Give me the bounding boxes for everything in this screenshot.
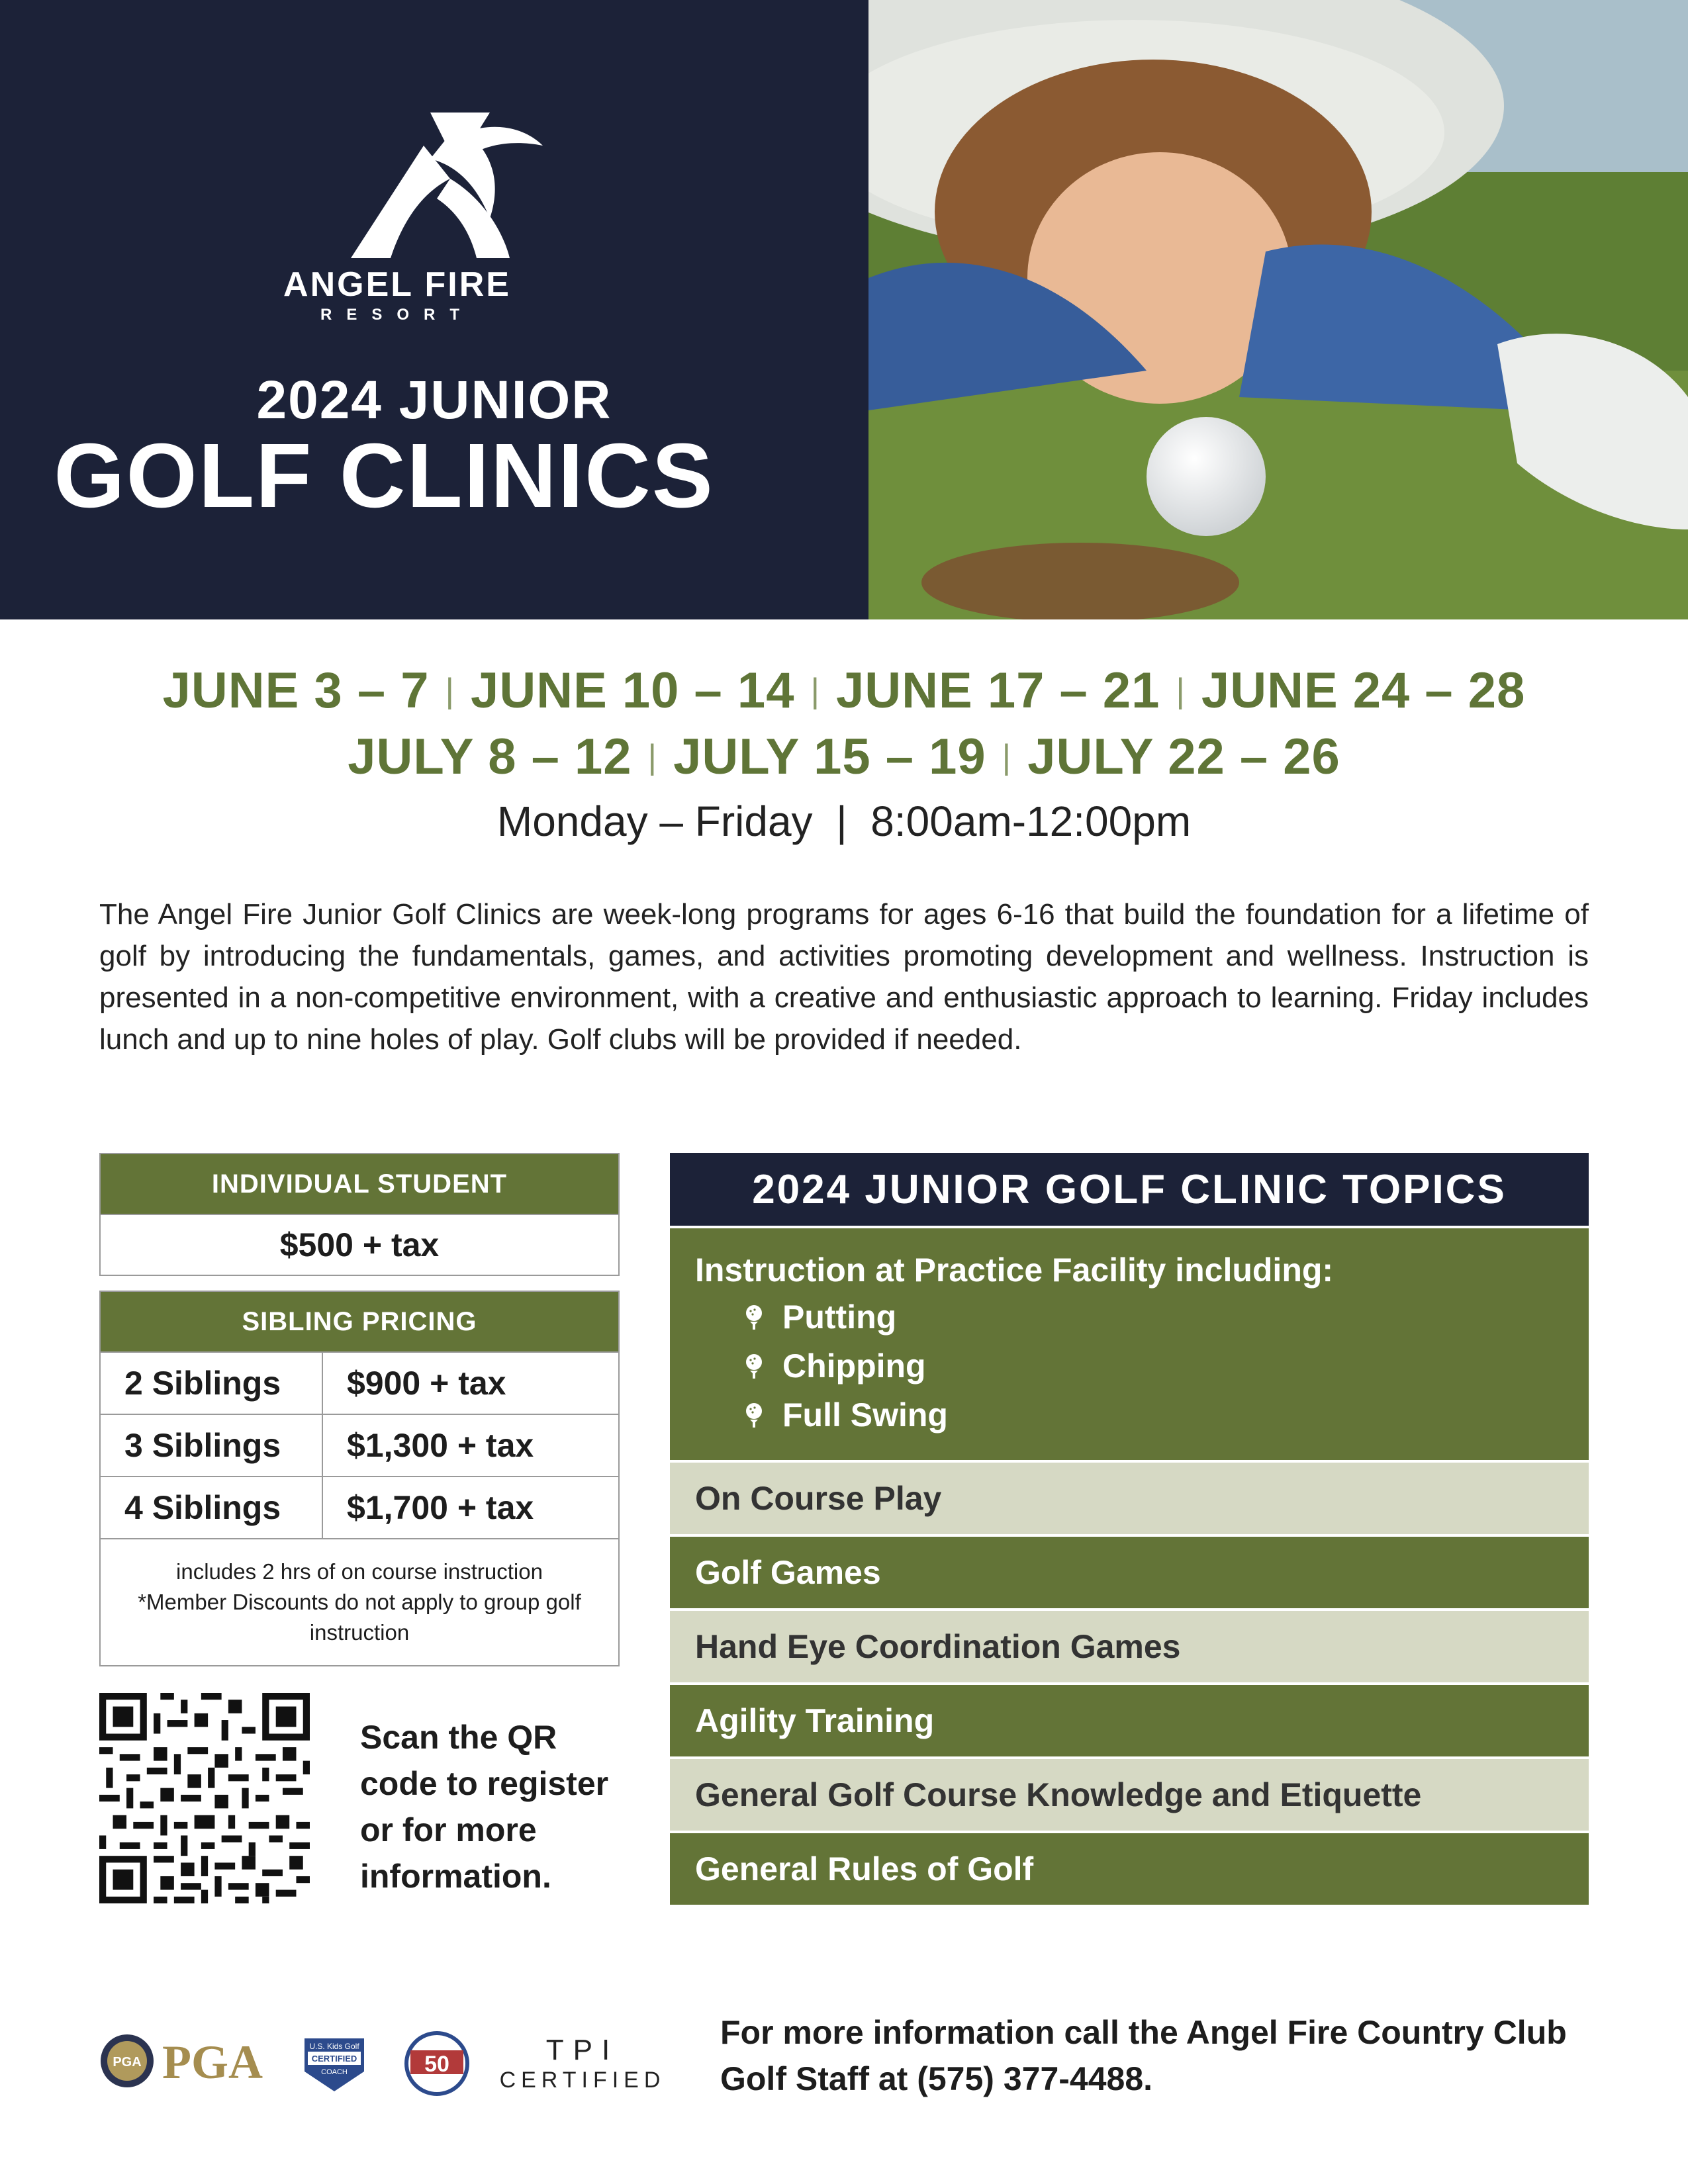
brand-sub: RESORT — [320, 306, 474, 324]
topic-sub-label: Chipping — [782, 1347, 926, 1385]
date-july-3: JULY 22 – 26 — [1027, 729, 1340, 785]
topic-item: Golf Games — [670, 1537, 1589, 1608]
qr-code-icon[interactable] — [99, 1693, 310, 1903]
tpi-sub: CERTIFIED — [499, 2068, 666, 2093]
date-july-2: JULY 15 – 19 — [673, 729, 986, 785]
golf-ball-tee-icon — [743, 1353, 765, 1379]
us-kids-golf-logo-icon — [305, 2038, 364, 2091]
topic-item: Agility Training — [670, 1685, 1589, 1756]
golf-ball-tee-icon — [743, 1304, 765, 1330]
qr-instruction-text: Scan the QR code to register or for more information. — [360, 1719, 609, 1895]
sibling-label: 3 Siblings — [101, 1415, 323, 1476]
topic-practice-facility — [670, 1228, 1589, 1460]
date-separator: | — [445, 672, 455, 710]
dates-row-july — [0, 728, 1688, 786]
topic-item: General Golf Course Knowledge and Etiquette — [670, 1759, 1589, 1831]
hero-banner — [0, 0, 1688, 619]
hero-kicker: 2024 JUNIOR — [256, 370, 612, 430]
us-kids-sub: CERTIFIED — [311, 2054, 357, 2064]
individual-header: INDIVIDUAL STUDENT — [101, 1154, 618, 1214]
top-50-logo-icon — [406, 2033, 467, 2094]
hero-brand-panel — [0, 0, 868, 619]
sibling-header: SIBLING PRICING — [101, 1292, 618, 1351]
us-kids-text: U.S. Kids Golf — [309, 2042, 359, 2051]
kid-blowing-golf-ball-image — [868, 0, 1688, 619]
hero-photo-kid-golf — [868, 0, 1688, 619]
tpi-certified-logo-icon — [500, 2034, 666, 2093]
sibling-label: 4 Siblings — [101, 1477, 323, 1538]
pricing-note — [101, 1538, 618, 1665]
sibling-price: $1,300 + tax — [347, 1427, 534, 1464]
pricing-note-line2: *Member Discounts do not apply to group golf instruction — [138, 1590, 581, 1645]
tpi-text: TPI — [545, 2034, 620, 2066]
date-separator: | — [810, 672, 820, 710]
individual-pricing-table — [99, 1153, 620, 1276]
clinic-topics-panel — [670, 1153, 1589, 1905]
individual-price: $500 + tax — [101, 1214, 618, 1275]
topic-item: Hand Eye Coordination Games — [670, 1611, 1589, 1682]
topic-sub-label: Full Swing — [782, 1396, 948, 1433]
topic-item: General Rules of Golf — [670, 1833, 1589, 1905]
topic-sub-item — [743, 1394, 1564, 1436]
topics-header: 2024 JUNIOR GOLF CLINIC TOPICS — [670, 1153, 1589, 1226]
sibling-row — [101, 1476, 618, 1538]
us-kids-sub2: COACH — [321, 2068, 348, 2076]
date-separator: | — [1002, 738, 1012, 776]
date-separator: | — [647, 738, 658, 776]
sibling-label: 2 Siblings — [101, 1353, 323, 1414]
schedule-line: Monday – Friday | 8:00am-12:00pm — [496, 797, 1192, 845]
topic-sub-item — [743, 1296, 1564, 1338]
top-50-text: 50 — [424, 2052, 449, 2077]
certification-logos-strip — [99, 2025, 682, 2098]
sibling-row — [101, 1414, 618, 1476]
date-june-4: JUNE 24 – 28 — [1201, 662, 1526, 719]
contact-info: For more information call the Angel Fire Country Club Golf Staff at (575) 377-4488. — [720, 2014, 1567, 2097]
date-july-1: JULY 8 – 12 — [348, 729, 632, 785]
page-title: GOLF CLINICS — [54, 425, 714, 527]
dates-row-june — [0, 662, 1688, 719]
topic-item: On Course Play — [670, 1463, 1589, 1534]
svg-text:PGA: PGA — [113, 2055, 142, 2070]
sibling-row — [101, 1351, 618, 1414]
topic-sub-item — [743, 1345, 1564, 1387]
topic-sub-label: Putting — [782, 1298, 897, 1336]
date-june-1: JUNE 3 – 7 — [162, 662, 430, 719]
brand-name: ANGEL FIRE — [283, 265, 511, 304]
pga-logo-text: PGA — [162, 2036, 263, 2089]
intro-paragraph: The Angel Fire Junior Golf Clinics are week-long programs for ages 6-16 that build the foundation for a lifetime of golf by introducing the fundamentals, games, and activities promoting development and wellness. Instruction is presented in a non-competitive environment, with a creative and enthusiastic approach to learning. Friday includes lunch and up to nine holes of play. Golf clubs will be provided if needed. — [99, 898, 1589, 1056]
pga-logo-icon — [101, 2034, 263, 2089]
topic-main-label: Instruction at Practice Facility including: — [695, 1251, 1334, 1289]
sibling-price: $900 + tax — [347, 1365, 506, 1402]
certification-logos — [99, 2025, 682, 2098]
date-june-3: JUNE 17 – 21 — [835, 662, 1160, 719]
date-separator: | — [1176, 672, 1186, 710]
golf-ball-tee-icon — [743, 1402, 765, 1428]
pricing-note-line1: includes 2 hrs of on course instruction — [176, 1559, 543, 1584]
sibling-pricing-table — [99, 1291, 620, 1666]
sibling-price: $1,700 + tax — [347, 1489, 534, 1526]
date-june-2: JUNE 10 – 14 — [471, 662, 795, 719]
